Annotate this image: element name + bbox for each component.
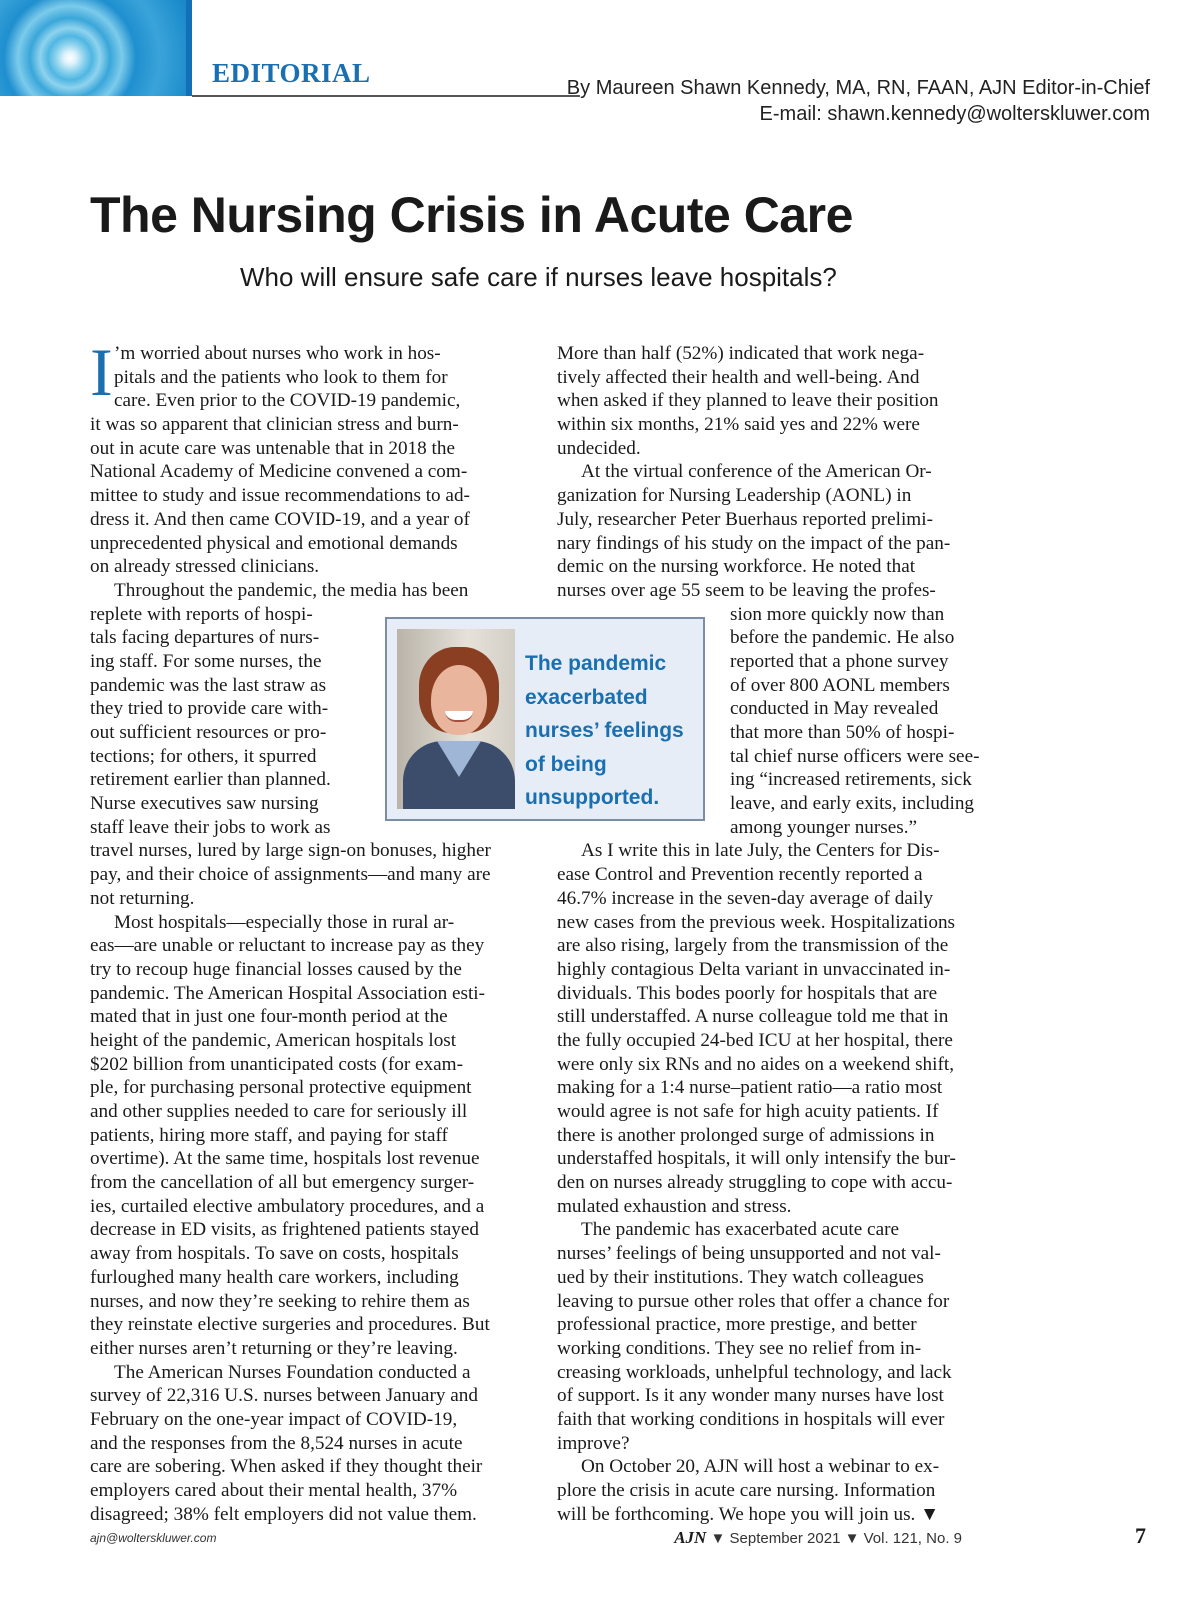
text-line: ued by their institutions. They watch colleagues — [557, 1266, 924, 1288]
text-line: leave, and early exits, including — [730, 793, 975, 815]
text-line: mated that in just one four-month period at the — [90, 1006, 448, 1028]
byline: By Maureen Shawn Kennedy, MA, RN, FAAN, AJN Editor-in-Chief — [566, 77, 1150, 99]
article-subtitle: Who will ensure safe care if nurses leave hospitals? — [240, 262, 837, 292]
footer-issue — [674, 1528, 962, 1548]
pull-quote-line: unsupported. — [525, 786, 660, 809]
text-line: making for a 1:4 nurse–patient ratio—a ratio most — [557, 1077, 943, 1099]
text-line: den on nurses already struggling to cope with accu- — [557, 1172, 953, 1194]
text-line: were only six RNs and no aides on a weekend shift, — [557, 1053, 954, 1075]
text-line: when asked if they planned to leave their position — [557, 390, 939, 412]
text-line: of over 800 AONL members — [730, 674, 950, 696]
text-line: conducted in May revealed — [730, 698, 939, 720]
text-line: More than half (52%) indicated that work nega- — [557, 343, 925, 364]
text-line: pay, and their choice of assignments—and many are — [90, 864, 491, 886]
text-line: As I write this in late July, the Centers for Dis- — [581, 840, 940, 862]
text-line: away from hospitals. To save on costs, hospitals — [90, 1243, 459, 1265]
pull-quote-line: nurses’ feelings — [525, 719, 684, 742]
text-line: nurses’ feelings of being unsupported and not val- — [557, 1243, 941, 1265]
text-line: they reinstate elective surgeries and procedures. But — [90, 1314, 490, 1336]
text-line: July, researcher Peter Buerhaus reported prelimi- — [557, 508, 933, 530]
text-line: nurses over age 55 seem to be leaving the profes- — [557, 579, 936, 601]
text-line: out in acute care was untenable that in 2018 the — [90, 437, 455, 459]
text-line: dividuals. This bodes poorly for hospitals that are — [557, 982, 938, 1004]
footer-journal: AJN — [674, 1528, 707, 1547]
text-line: staff leave their jobs to work as — [90, 816, 331, 838]
text-line: sion more quickly now than — [730, 603, 945, 625]
text-line: 46.7% increase in the seven-day average of daily — [557, 887, 934, 909]
text-line: pandemic was the last straw as — [90, 674, 327, 696]
text-line: are also rising, largely from the transmission of the — [557, 935, 949, 957]
text-line: before the pandemic. He also — [730, 627, 955, 649]
text-line: among younger nurses.” — [730, 816, 918, 838]
footer-email: ajn@wolterskluwer.com — [90, 1531, 217, 1545]
text-line: unprecedented physical and emotional demands — [90, 532, 458, 554]
text-line: Most hospitals—especially those in rural ar- — [114, 911, 455, 933]
text-line: improve? — [557, 1432, 630, 1454]
text-line: will be forthcoming. We hope you will join us. ▼ — [557, 1503, 940, 1525]
header-graphic — [0, 0, 192, 96]
text-line: either nurses aren’t returning or they’re leaving. — [90, 1337, 458, 1359]
pull-quote-line: of being — [525, 752, 607, 776]
text-line: mulated exhaustion and stress. — [557, 1195, 792, 1217]
text-line: nurses, and now they’re seeking to rehire them as — [90, 1290, 470, 1312]
text-line: dress it. And then came COVID-19, and a year of — [90, 508, 470, 530]
column-left — [90, 334, 530, 1526]
page-number: 7 — [1135, 1523, 1146, 1548]
section-label: EDITORIAL — [212, 58, 371, 88]
text-line: replete with reports of hospi- — [90, 603, 313, 625]
text-line: tals facing departures of nurs- — [90, 627, 320, 649]
pull-quote-line: The pandemic — [525, 652, 667, 675]
text-line: plore the crisis in acute care nursing. Information — [557, 1480, 936, 1501]
text-line: $202 billion from unanticipated costs (for exam- — [90, 1053, 463, 1075]
text-line: still understaffed. A nurse colleague told me that in — [557, 1006, 949, 1028]
text-line: within six months, 21% said yes and 22% were — [557, 414, 920, 436]
text-line: highly contagious Delta variant in unvaccinated in- — [557, 958, 951, 980]
text-line: ’m worried about nurses who work in hos- — [114, 343, 441, 364]
text-line: on already stressed clinicians. — [90, 556, 320, 578]
pull-quote — [525, 647, 695, 815]
text-line: the fully occupied 24-bed ICU at her hospital, there — [557, 1029, 953, 1051]
text-line: The American Nurses Foundation conducted a — [114, 1361, 471, 1383]
text-line: of support. Is it any wonder many nurses have lost — [557, 1385, 944, 1407]
text-line: leaving to pursue other roles that offer a chance for — [557, 1290, 950, 1312]
text-line: National Academy of Medicine convened a com- — [90, 461, 468, 483]
text-line: working conditions. They see no relief from in- — [557, 1337, 922, 1359]
text-line: disagreed; 38% felt employers did not value them. — [90, 1503, 477, 1525]
pull-quote-line: exacerbated — [525, 685, 648, 709]
text-line: out sufficient resources or pro- — [90, 722, 327, 743]
text-line: tively affected their health and well-being. And — [557, 366, 920, 388]
text-line: and the responses from the 8,524 nurses in acute — [90, 1432, 463, 1454]
text-line: employers cared about their mental health, 37% — [90, 1480, 458, 1501]
byline-block — [567, 75, 1150, 127]
article-title: The Nursing Crisis in Acute Care — [90, 187, 853, 243]
drop-cap: I — [90, 334, 113, 410]
text-line: care are sobering. When asked if they thought their — [90, 1456, 483, 1478]
text-line: undecided. — [557, 437, 641, 459]
text-line: height of the pandemic, American hospitals lost — [90, 1029, 457, 1051]
text-line: new cases from the previous week. Hospitalizations — [557, 911, 956, 933]
text-line: they tried to provide care with- — [90, 698, 329, 720]
text-line: furloughed many health care workers, including — [90, 1266, 459, 1288]
text-line: The pandemic has exacerbated acute care — [581, 1219, 899, 1241]
text-line: February on the one-year impact of COVID-19, — [90, 1408, 458, 1430]
text-line: not returning. — [90, 887, 195, 909]
text-line: ing staff. For some nurses, the — [90, 650, 322, 672]
text-line: tal chief nurse officers were see- — [730, 745, 980, 767]
text-line: demic on the nursing workforce. He noted that — [557, 556, 916, 578]
text-line: retirement earlier than planned. — [90, 769, 331, 791]
text-line: creasing workloads, unhelpful technology, and lack — [557, 1361, 952, 1383]
text-line: professional practice, more prestige, and better — [557, 1314, 917, 1336]
text-line: ease Control and Prevention recently reported a — [557, 864, 923, 886]
pull-quote-box — [385, 617, 705, 821]
text-line: that more than 50% of hospi- — [730, 722, 955, 743]
header-rule — [192, 95, 580, 97]
text-line: it was so apparent that clinician stress and burn- — [90, 414, 459, 436]
text-line: ganization for Nursing Leadership (AONL) in — [557, 485, 912, 507]
text-line: Throughout the pandemic, the media has been — [114, 579, 469, 601]
text-line: try to recoup huge financial losses caused by the — [90, 958, 462, 980]
text-line: Nurse executives saw nursing — [90, 793, 319, 815]
text-line: On October 20, AJN will host a webinar to ex- — [581, 1456, 940, 1478]
text-line: eas—are unable or reluctant to increase pay as they — [90, 935, 485, 957]
text-line: mittee to study and issue recommendations to ad- — [90, 485, 470, 507]
author-photo — [397, 629, 515, 809]
text-line: would agree is not safe for high acuity patients. If — [557, 1101, 939, 1122]
text-line: patients, hiring more staff, and paying for staff — [90, 1124, 448, 1146]
text-line: care. Even prior to the COVID-19 pandemic, — [114, 390, 461, 412]
footer-issue-info: ▼ September 2021 ▼ Vol. 121, No. 9 — [710, 1530, 962, 1547]
text-line: ies, curtailed elective ambulatory procedures, and a — [90, 1195, 485, 1217]
text-line: pandemic. The American Hospital Association esti- — [90, 982, 486, 1004]
text-line: understaffed hospitals, it will only intensify the bur- — [557, 1148, 956, 1170]
author-email: E-mail: shawn.kennedy@wolterskluwer.com — [759, 103, 1150, 125]
text-line: pitals and the patients who look to them for — [114, 366, 448, 388]
text-line: At the virtual conference of the American Or- — [581, 461, 932, 483]
text-line: ing “increased retirements, sick — [730, 769, 972, 791]
text-line: faith that working conditions in hospitals will ever — [557, 1408, 945, 1430]
text-line: nary findings of his study on the impact of the pan- — [557, 532, 951, 554]
text-line: survey of 22,316 U.S. nurses between January and — [90, 1385, 478, 1407]
text-line: overtime). At the same time, hospitals lost revenue — [90, 1148, 480, 1170]
text-line: ple, for purchasing personal protective equipment — [90, 1077, 472, 1099]
text-line: travel nurses, lured by large sign-on bonuses, higher — [90, 840, 491, 862]
text-line: there is another prolonged surge of admissions in — [557, 1124, 935, 1146]
text-line: from the cancellation of all but emergency surger- — [90, 1172, 475, 1194]
text-line: decrease in ED visits, as frightened patients stayed — [90, 1219, 479, 1241]
column-right — [557, 342, 995, 1526]
text-line: and other supplies needed to care for seriously ill — [90, 1101, 468, 1122]
text-line: tections; for others, it spurred — [90, 745, 317, 767]
text-line: reported that a phone survey — [730, 650, 949, 672]
